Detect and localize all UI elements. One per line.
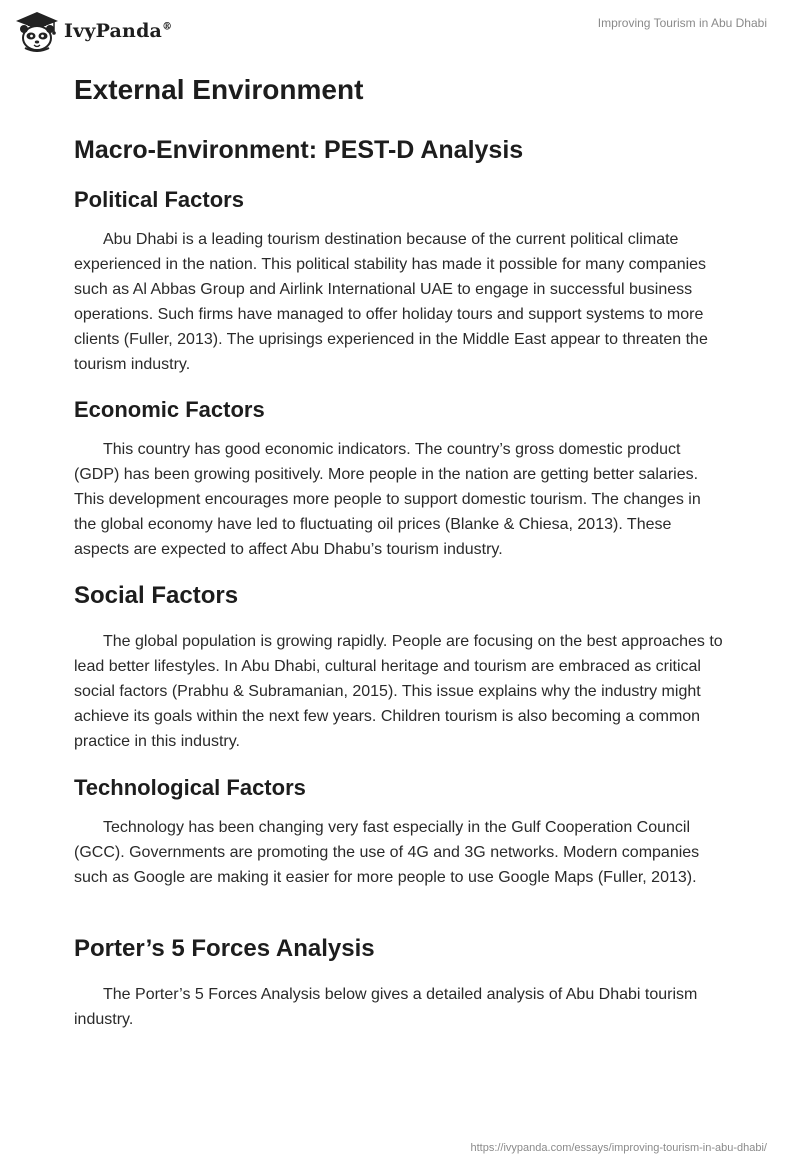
brand-logo[interactable]	[14, 10, 172, 52]
page-header	[0, 0, 800, 64]
economic-heading: Economic Factors	[74, 397, 265, 422]
technological-heading: Technological Factors	[74, 775, 306, 800]
political-paragraph: Abu Dhabi is a leading tourism destination because of the current political climate experienced in the nation. This political stability has made it possible for many companies such as Al Abbas Group and Airlink International UAE to engage in successful business operations. Such firms have managed to offer holiday tours and support systems to more clients (Fuller, 2013). The uprisings experienced in the Middle East appear to threaten the tourism industry.	[74, 231, 708, 373]
source-url[interactable]: https://ivypanda.com/essays/improving-tourism-in-abu-dhabi/	[470, 1142, 767, 1154]
panda-mascot-icon	[14, 10, 60, 52]
porter-heading: Porter’s 5 Forces Analysis	[74, 935, 375, 962]
macro-heading: Macro-Environment: PEST-D Analysis	[74, 136, 524, 164]
economic-paragraph: This country has good economic indicators. The country’s gross domestic product (GDP) has been growing positively. More people in the nation are getting better salaries. This development encourages more people to support domestic tourism. The changes in the global economy have led to fluctuating oil prices (Blanke & Chiesa, 2013). These aspects are expected to affect Abu Dhabu’s tourism industry.	[74, 441, 701, 558]
page-title: External Environment	[74, 74, 364, 105]
technological-paragraph: Technology has been changing very fast especially in the Gulf Cooperation Council (GCC). Governments are promoting the use of 4G and 3G networks. Modern companies such as Google are making it easier for more people to use Google Maps (Fuller, 2013).	[74, 819, 700, 886]
porter-paragraph: The Porter’s 5 Forces Analysis below gives a detailed analysis of Abu Dhabi tourism industry.	[74, 986, 698, 1028]
brand-name: IvyPanda®	[64, 20, 173, 42]
social-heading: Social Factors	[74, 582, 239, 609]
social-paragraph: The global population is growing rapidly. People are focusing on the best approaches to lead better lifestyles. In Abu Dhabi, cultural heritage and tourism are embraced as critical social factors (Prabhu & Subramanian, 2015). This issue explains why the industry might achieve its goals within the next few years. Children tourism is also becoming a common practice in this industry.	[74, 633, 723, 750]
running-title: Improving Tourism in Abu Dhabi	[597, 16, 767, 30]
political-heading: Political Factors	[74, 187, 244, 212]
